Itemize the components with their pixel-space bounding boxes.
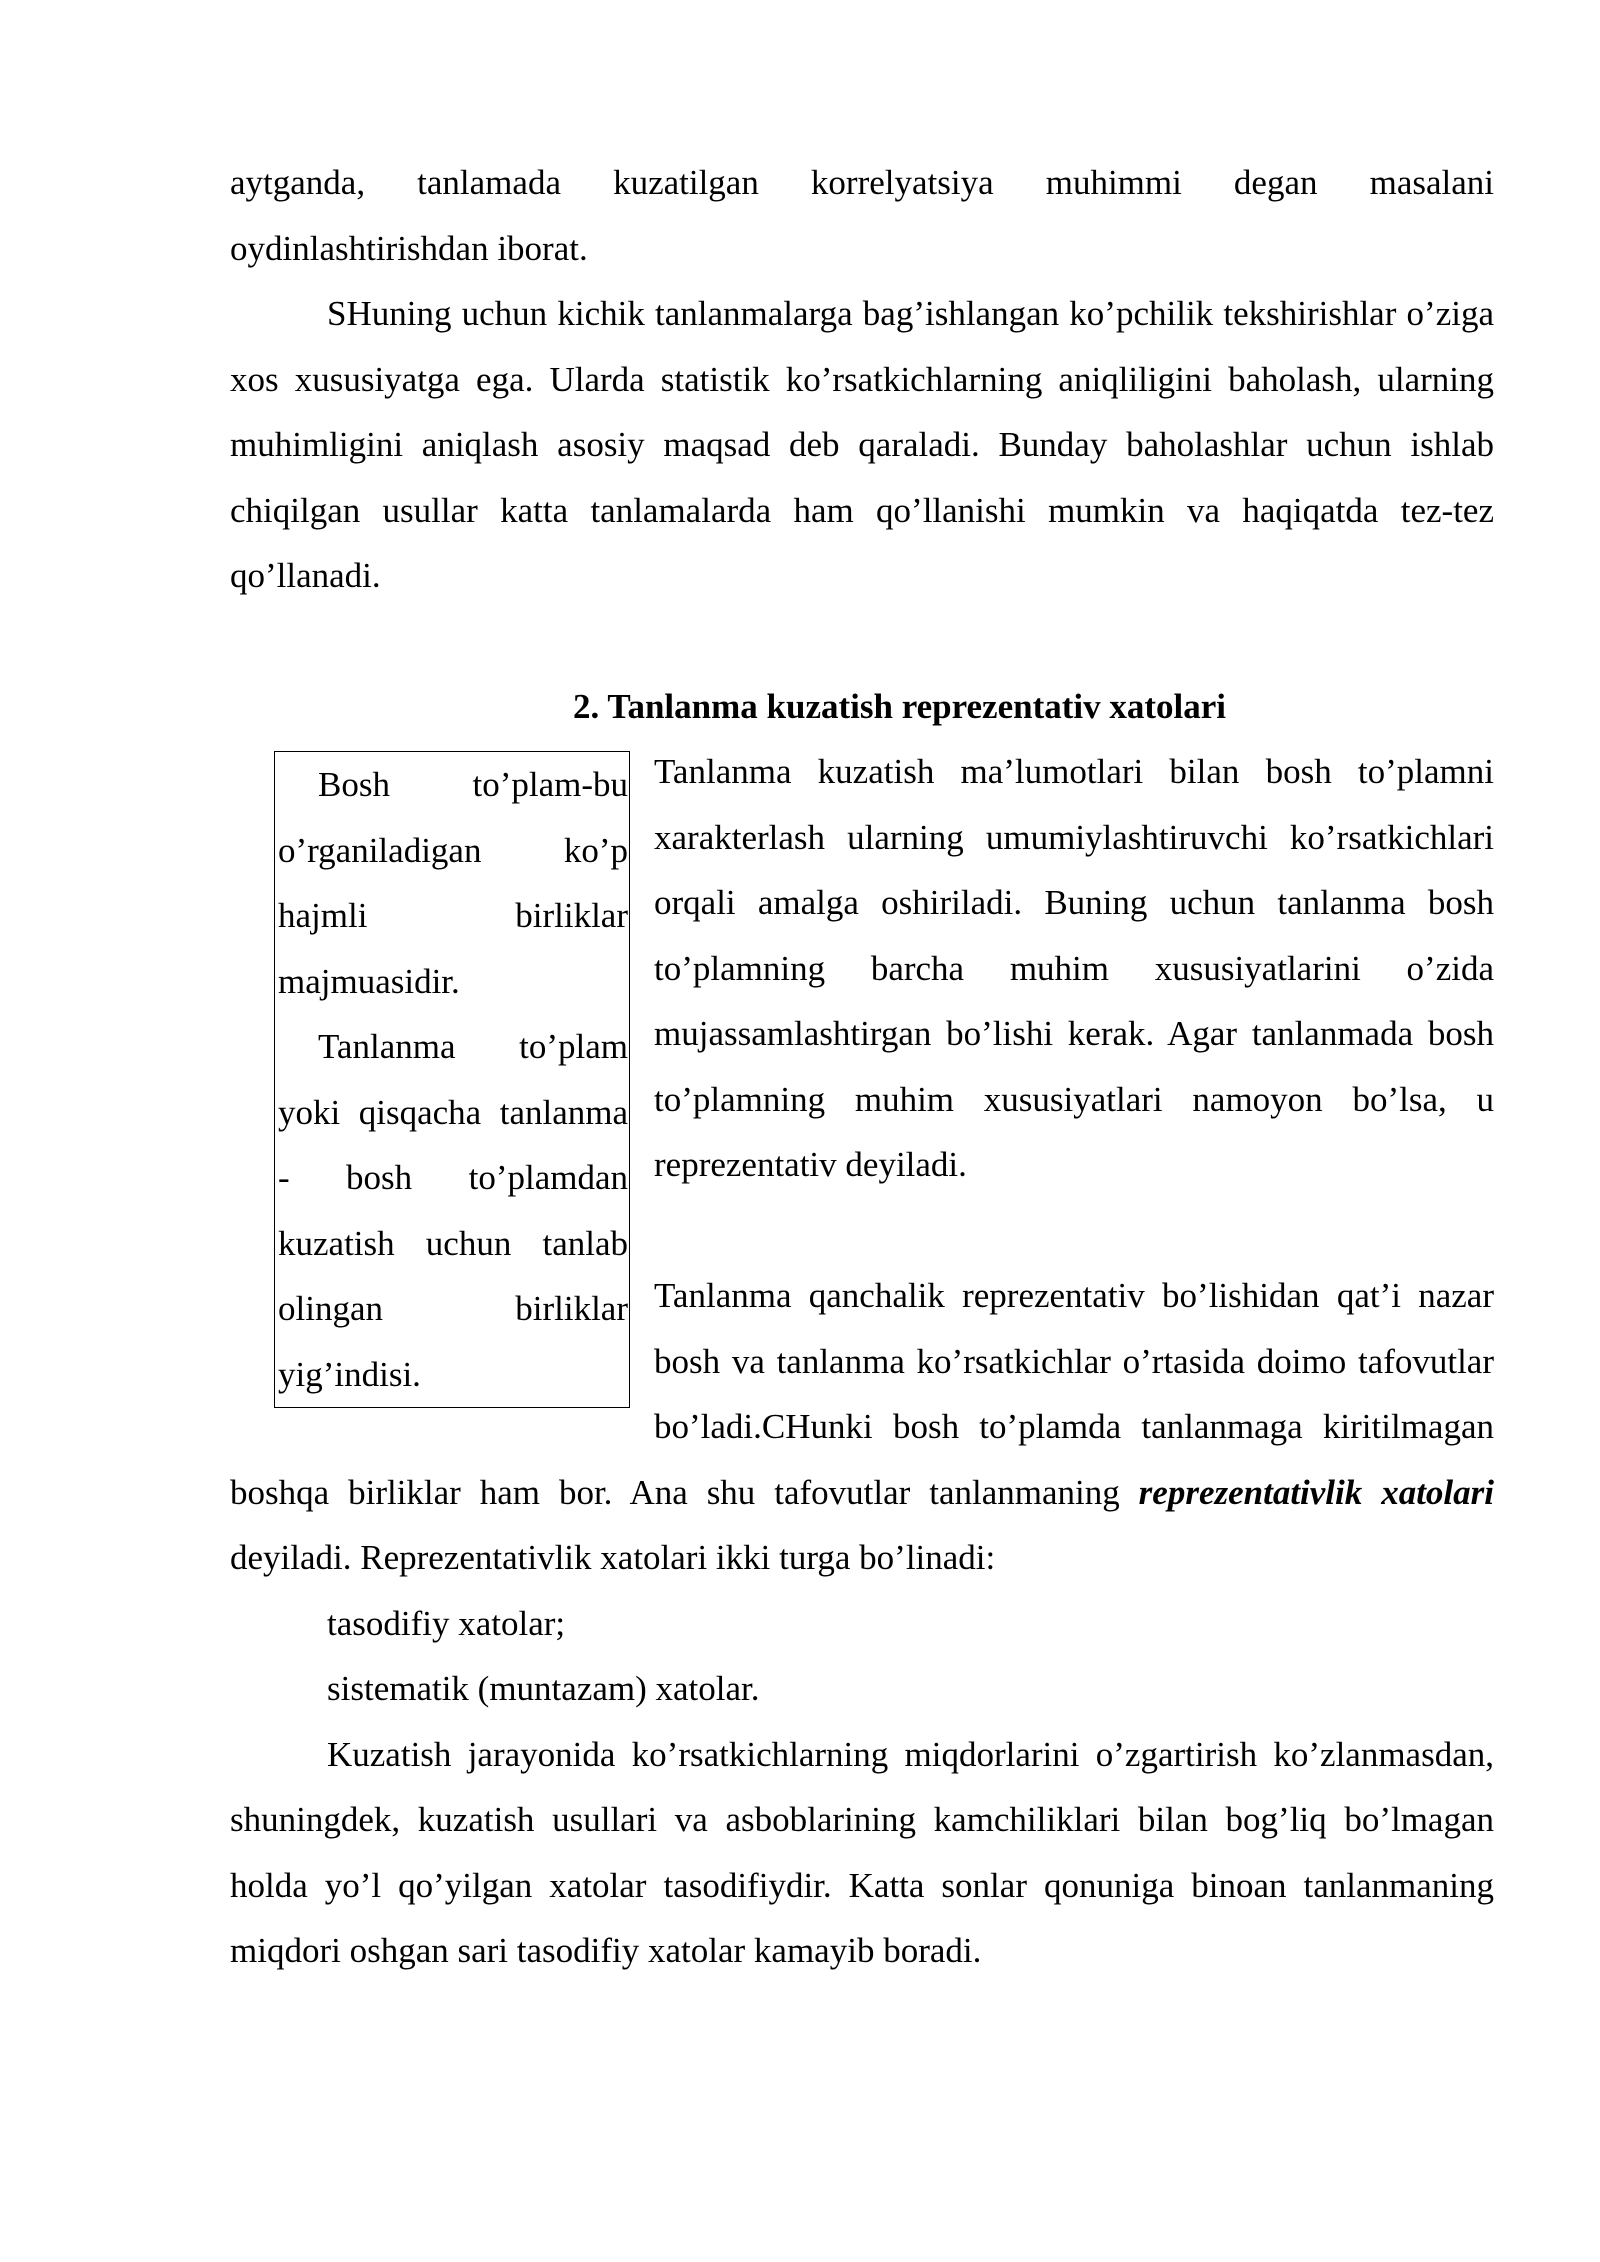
term-representativeness-errors: reprezentativlik xatolari bbox=[1138, 1472, 1494, 1512]
definition-box bbox=[274, 751, 630, 1408]
paragraph-intro: aytganda, tanlamada kuzatilgan korrelyatsiya muhimmi degan masalani oydinlashtirishdan iborat. bbox=[230, 163, 1494, 268]
paragraph-errors-text: Tanlanma qanchalik reprezentativ bo’lishidan qat’i nazar bosh va tanlanma ko’rsatkichlar o’rtasida doimo tafovutlar bo’ladi.CHunki bosh to’plamda tanlanmaga kiritilmagan boshqa birliklar ham bor. Ana shu tafovutlar tanlanmaning bbox=[230, 1276, 1494, 1512]
definition-sample: Tanlanma to’plam yoki qisqacha tanlanma - bosh to’plamdan kuzatish uchun tanlab olingan birliklar yig’indisi. bbox=[278, 1027, 628, 1394]
list-item: tasodifiy xatolar; bbox=[327, 1603, 566, 1643]
paragraph-small-samples: SHuning uchun kichik tanlanmalarga bag’ishlangan ko’pchilik tekshirishlar o’ziga xos xususiyatga ega. Ularda statistik ko’rsatkichlarning aniqliligini baholash, ularning muhimligini aniqlash asosiy maqsad deb qaraladi. Bunday baholashlar uchun ishlab chiqilgan usullar katta tanlamalarda ham qo’llanishi mumkin va haqiqatda tez-tez qo’llanadi. bbox=[230, 294, 1494, 595]
list-item: sistematik (muntazam) xatolar. bbox=[327, 1669, 760, 1708]
document-page bbox=[230, 150, 1494, 1984]
section-heading: 2. Tanlanma kuzatish reprezentativ xatolari bbox=[572, 686, 1227, 726]
definition-general-population: Bosh to’plam-bu o’rganiladigan ko’p hajmli birliklar majmuasidir. bbox=[278, 765, 628, 1001]
paragraph-errors-end: deyiladi. Reprezentativlik xatolari ikki turga bo’linadi: bbox=[230, 1538, 996, 1577]
paragraph-random-errors: Kuzatish jarayonida ko’rsatkichlarning miqdorlarini o’zgartirish ko’zlanmasdan, shuningdek, kuzatish usullari va asboblarining kamchiliklari bilan bog’liq bo’lmagan holda yo’l qo’yilgan xatolar tasodifiydir. Katta sonlar qonuniga binoan tanlanmaning miqdori oshgan sari tasodifiy xatolar kamayib boradi. bbox=[230, 1734, 1494, 1970]
paragraph-representative: Tanlanma kuzatish ma’lumotlari bilan bosh to’plamni xarakterlash ularning umumiylashtiruvchi ko’rsatkichlari orqali amalga oshiriladi. Buning uchun tanlanma bosh to’plamning barcha muhim xususiyatlarini o’zida mujassamlashtirgan bo’lishi kerak. Agar tanlanmada bosh to’plamning muhim xususiyatlari namoyon bo’lsa, u reprezentativ deyiladi. bbox=[654, 752, 1494, 1184]
